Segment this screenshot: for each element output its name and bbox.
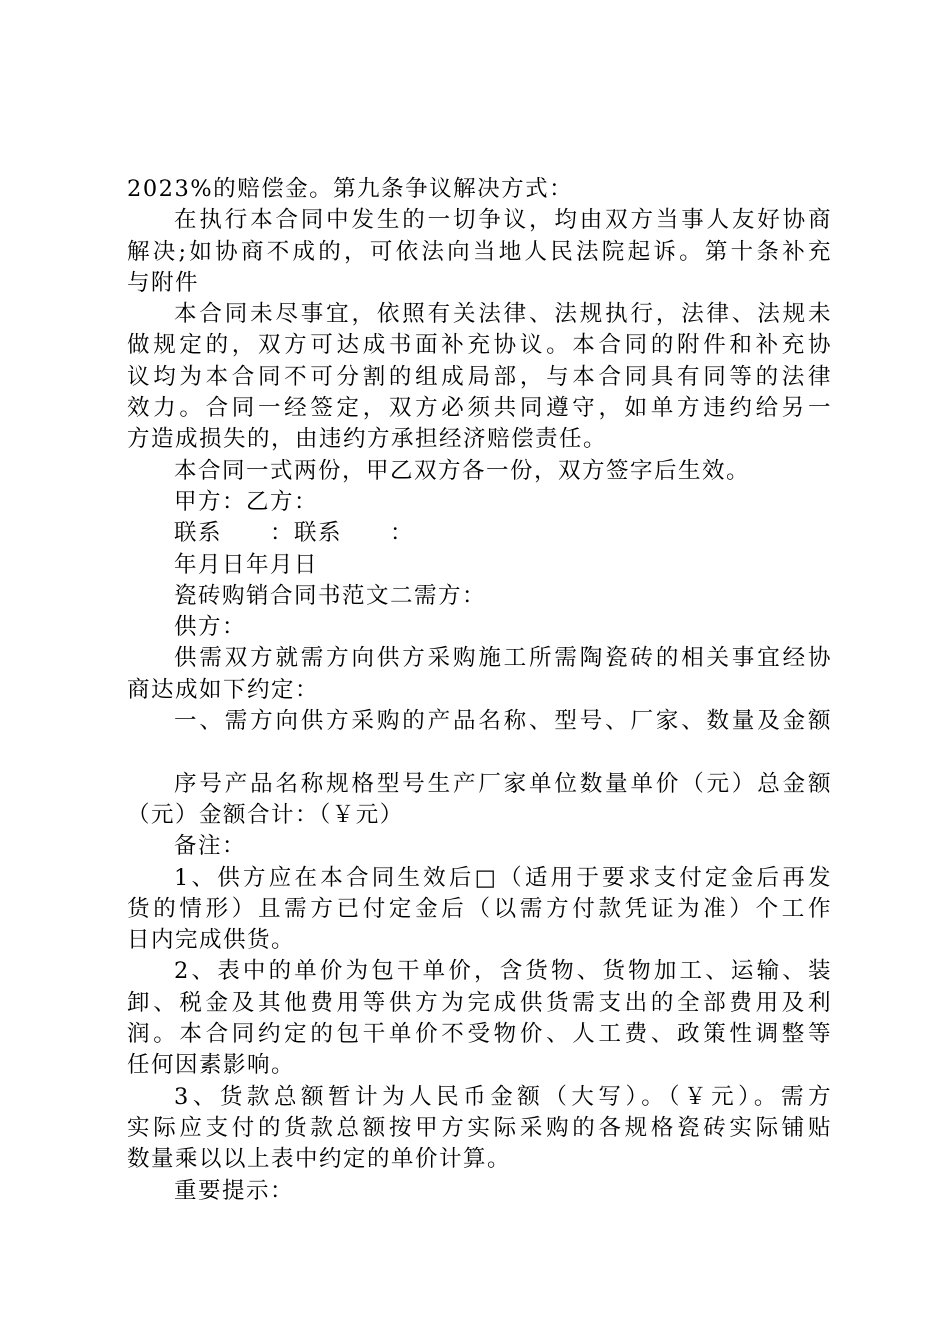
text-line: 供方： bbox=[174, 614, 247, 641]
text-line: 卸、税金及其他费用等供方为完成供货需支出的全部费用及利 bbox=[127, 989, 832, 1016]
text-line: （元）金额合计：（￥元） bbox=[127, 801, 404, 828]
text-line: 解决;如协商不成的，可依法向当地人民法院起诉。第十条补充 bbox=[127, 238, 832, 265]
text-line: 供需双方就需方向供方采购施工所需陶瓷砖的相关事宜经协 bbox=[174, 645, 832, 672]
text-line: 瓷砖购销合同书范文二需方： bbox=[174, 582, 487, 609]
text-line: 序号产品名称规格型号生产厂家单位数量单价（元）总金额 bbox=[174, 770, 832, 797]
text-line: 3、货款总额暂计为人民币金额（大写）。（￥元）。需方 bbox=[174, 1083, 832, 1110]
text-line: 方造成损失的，由违约方承担经济赔偿责任。 bbox=[127, 426, 608, 453]
text-line: 做规定的，双方可达成书面补充协议。本合同的附件和补充协 bbox=[127, 332, 832, 359]
text-line: 日内完成供货。 bbox=[127, 927, 296, 954]
text-line: 1、供方应在本合同生效后□（适用于要求支付定金后再发 bbox=[174, 864, 832, 891]
text-line: 本合同一式两份，甲乙双方各一份，双方签字后生效。 bbox=[174, 457, 751, 484]
text-line: 甲方：乙方： bbox=[174, 488, 319, 515]
text-line: 联系 ：联系 ： bbox=[174, 520, 415, 547]
text-line: 议均为本合同不可分割的组成局部，与本合同具有同等的法律 bbox=[127, 363, 832, 390]
text-line: 备注： bbox=[174, 833, 247, 860]
text-line: 商达成如下约定： bbox=[127, 676, 320, 703]
text-line: 实际应支付的货款总额按甲方实际采购的各规格瓷砖实际铺贴 bbox=[127, 1114, 832, 1141]
text-line: 效力。合同一经签定，双方必须共同遵守，如单方违约给另一 bbox=[127, 395, 832, 422]
text-line: 任何因素影响。 bbox=[127, 1052, 296, 1079]
blank-table-gap bbox=[127, 737, 832, 768]
text-line: 数量乘以以上表中约定的单价计算。 bbox=[127, 1146, 512, 1173]
text-line: 本合同未尽事宜，依照有关法律、法规执行，法律、法规未 bbox=[174, 301, 832, 328]
text-line: 与附件 bbox=[127, 269, 200, 296]
text-line: 2023%的赔偿金。第九条争议解决方式： bbox=[127, 176, 574, 202]
text-line: 在执行本合同中发生的一切争议，均由双方当事人友好协商 bbox=[174, 207, 832, 234]
text-line: 润。本合同约定的包干单价不受物价、人工费、政策性调整等 bbox=[127, 1021, 832, 1048]
text-line: 重要提示： bbox=[174, 1177, 295, 1204]
text-line: 年月日年月日 bbox=[174, 551, 319, 578]
text-line: 货的情形）且需方已付定金后（以需方付款凭证为准）个工作 bbox=[127, 895, 832, 922]
document-body bbox=[127, 174, 832, 1207]
text-line: 2、表中的单价为包干单价，含货物、货物加工、运输、装 bbox=[174, 958, 832, 985]
text-line: 一、需方向供方采购的产品名称、型号、厂家、数量及金额 bbox=[174, 708, 832, 735]
